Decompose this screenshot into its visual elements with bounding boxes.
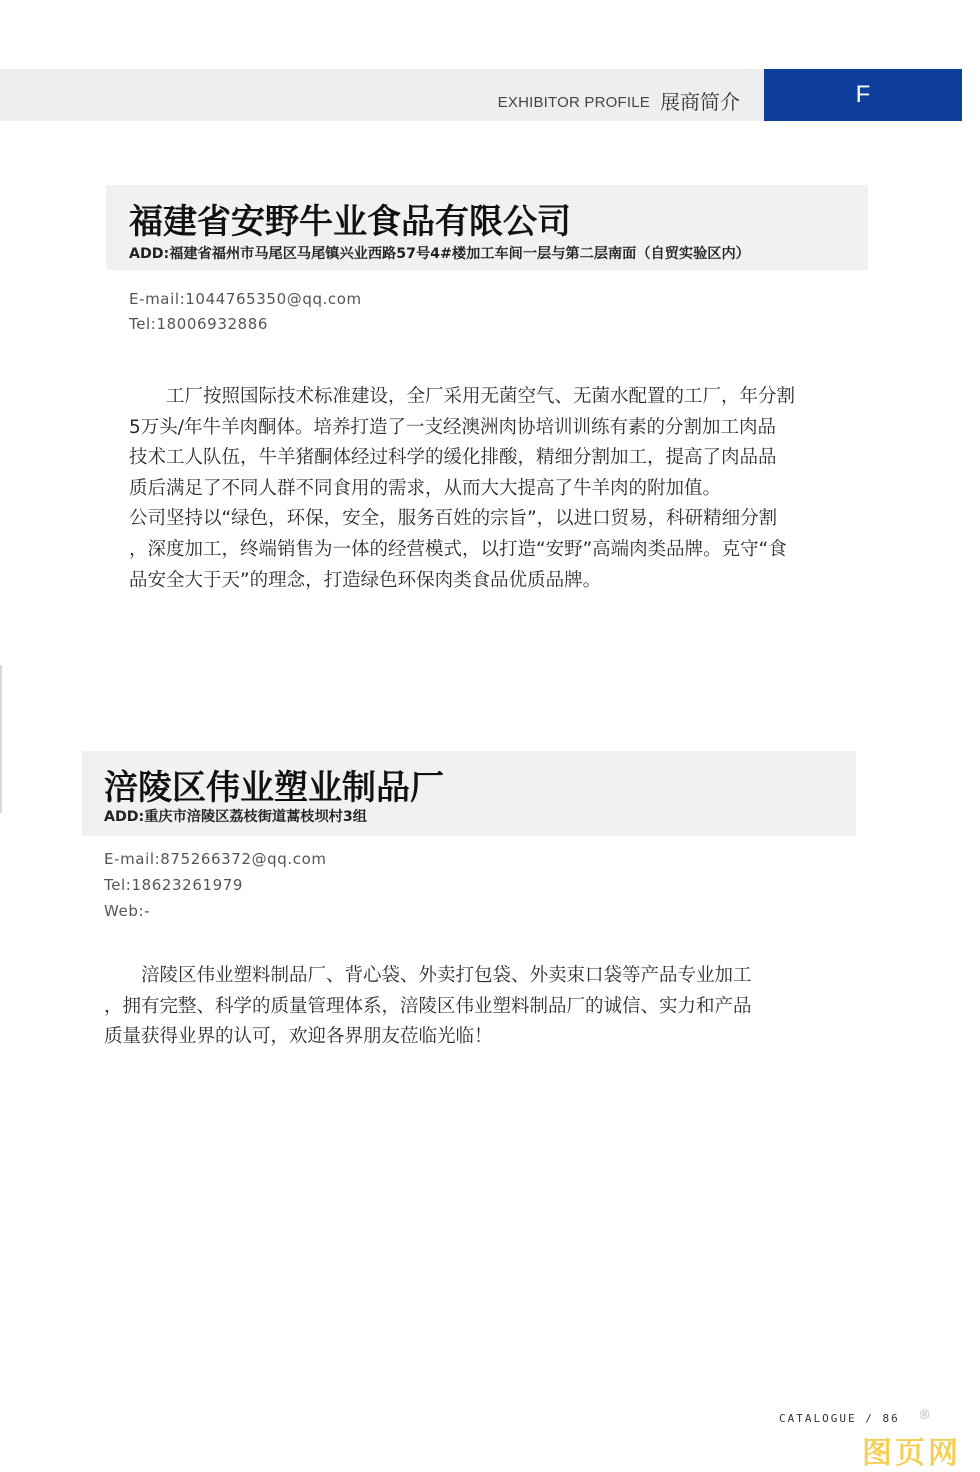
company-1-name: 福建省安野牛业食品有限公司 (129, 202, 571, 242)
company-2-email: E-mail:875266372@qq.com (104, 850, 327, 868)
company-2-description (104, 961, 830, 1053)
section-letter-tab (764, 69, 962, 121)
left-edge-mark (0, 665, 2, 813)
desc-line: 技术工人队伍，牛羊猪酮体经过科学的缓化排酸，精细分割加工，提高了肉品品 (129, 447, 777, 469)
desc-line: 涪陵区伟业塑料制品厂、背心袋、外卖打包袋、外卖束口袋等产品专业加工 (141, 965, 752, 986)
company-1-tel: Tel:18006932886 (129, 315, 269, 333)
company-1-address: ADD:福建省福州市马尾区马尾镇兴业西路57号4#楼加工车间一层与第二层南面（自贸实验区内） (129, 246, 750, 262)
company-1-email: E-mail:1044765350@qq.com (129, 290, 362, 308)
company-2-web: Web:- (104, 902, 151, 920)
page-footer: CATALOGUE / 86 (779, 1412, 900, 1425)
desc-line: 公司坚持以“绿色，环保，安全，服务百姓的宗旨”，以进口贸易，科研精细分割 (129, 508, 778, 530)
company-2-tel: Tel:18623261979 (104, 876, 244, 894)
section-title-cn: 展商简介 (660, 90, 740, 114)
desc-line: ，拥有完整、科学的质量管理体系，涪陵区伟业塑料制品厂的诚信、实力和产品 (104, 995, 752, 1017)
desc-line: 5万头/年牛羊肉酮体。培养打造了一支经澳洲肉协培训训练有素的分割加工肉品 (129, 416, 777, 438)
desc-line: 工厂按照国际技术标准建设，全厂采用无菌空气、无菌水配置的工厂，年分割 (166, 386, 796, 407)
desc-line: 质后满足了不同人群不同食用的需求，从而大大提高了牛羊肉的附加值。 (129, 477, 722, 499)
company-1-description (129, 382, 869, 596)
desc-line: 质量获得业界的认可，欢迎各界朋友莅临光临！ (104, 1026, 493, 1048)
section-title-en: EXHIBITOR PROFILE (497, 94, 650, 111)
company-2-name: 涪陵区伟业塑业制品厂 (104, 768, 444, 808)
section-letter: F (855, 81, 871, 108)
desc-line: 品安全大于天”的理念，打造绿色环保肉类食品优质品牌。 (129, 569, 602, 591)
company-2-address: ADD:重庆市涪陵区荔枝街道蒿枝坝村3组 (104, 809, 367, 825)
watermark-logo: 图页网 (862, 1436, 961, 1471)
desc-line: ，深度加工，终端销售为一体的经营模式，以打造“安野”高端肉类品牌。克守“食 (129, 538, 787, 560)
registered-mark: ® (918, 1408, 931, 1423)
